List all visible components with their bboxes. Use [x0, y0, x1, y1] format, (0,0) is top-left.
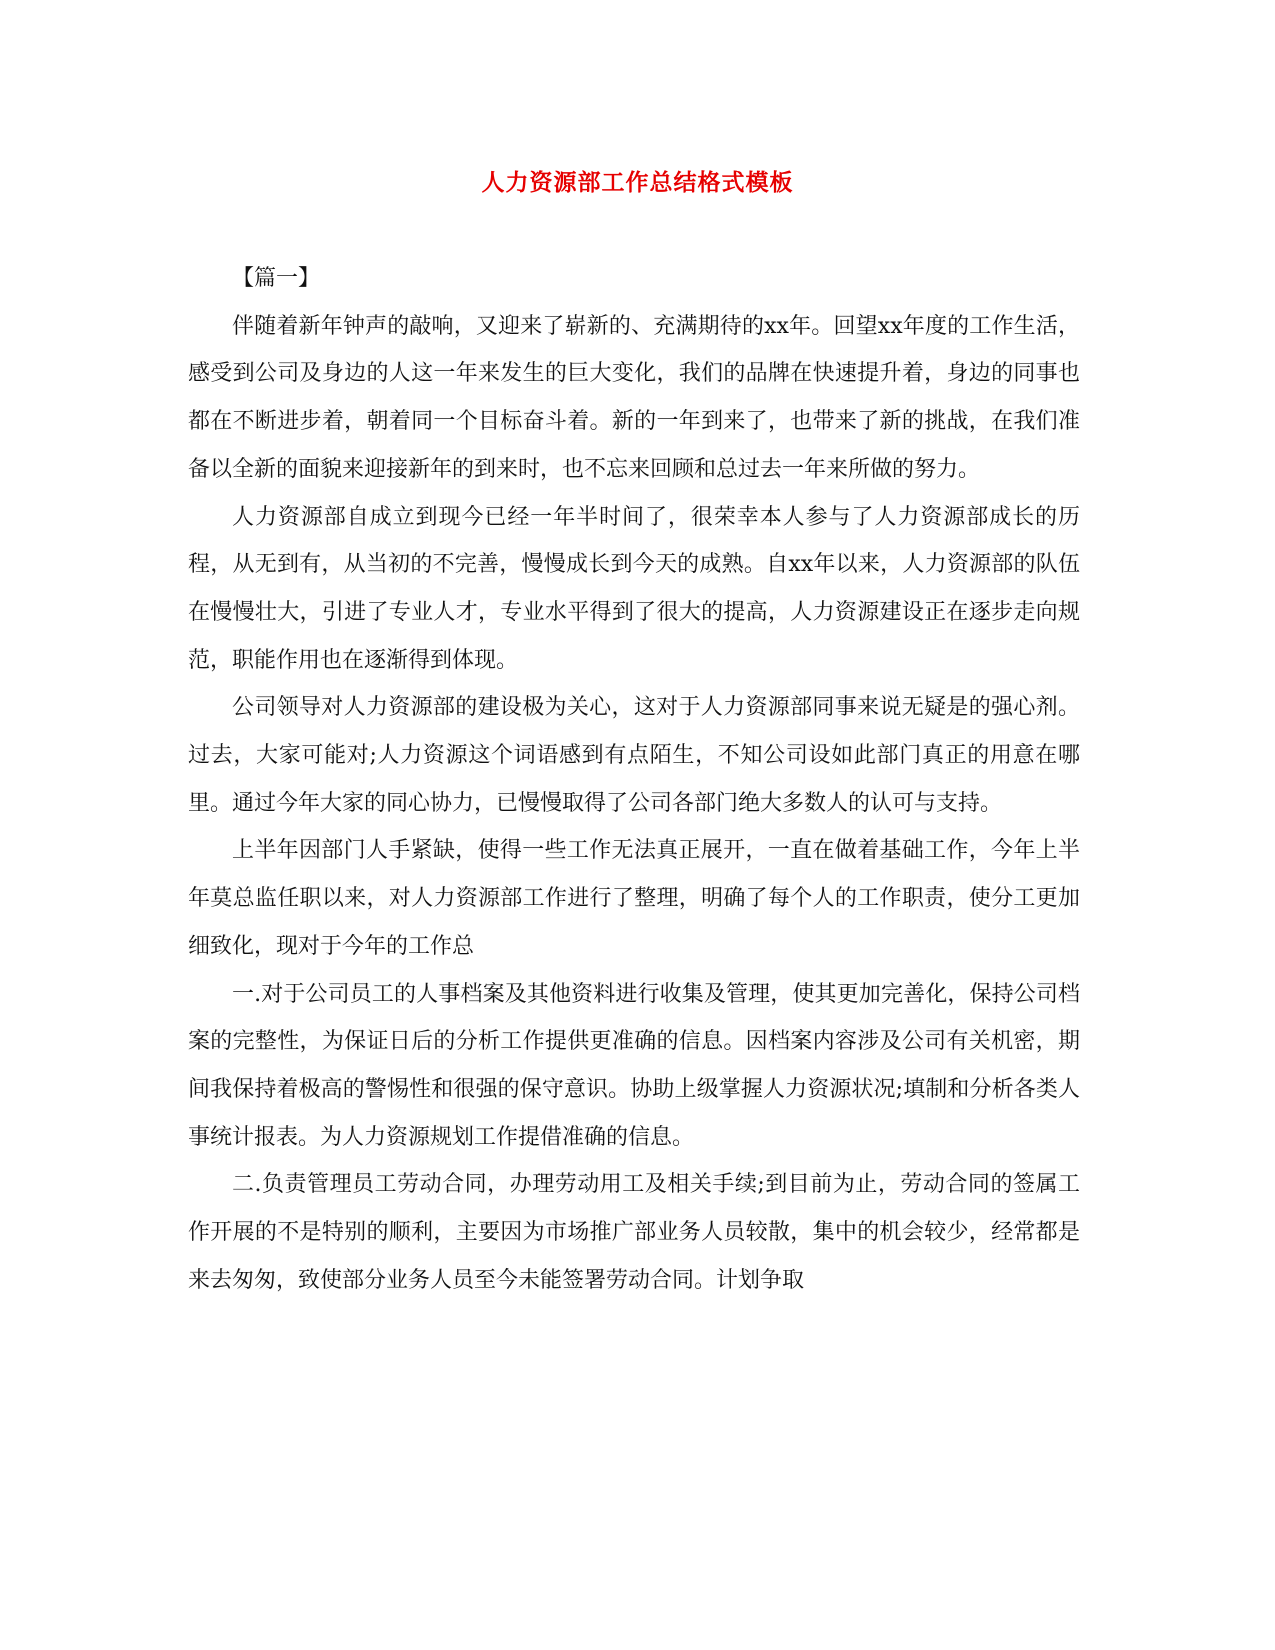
document-body	[188, 255, 1080, 1304]
paragraph-5: 一.对于公司员工的人事档案及其他资料进行收集及管理，使其更加完善化，保持公司档案的完整性，为保证日后的分析工作提供更准确的信息。因档案内容涉及公司有关机密，期间我保持着极高的警惕性和很强的保守意识。协助上级掌握人力资源状况;填制和分析各类人事统计报表。为人力资源规划工作提借准确的信息。	[188, 981, 1080, 1150]
paragraph-4: 上半年因部门人手紧缺，使得一些工作无法真正展开，一直在做着基础工作，今年上半年莫总监任职以来，对人力资源部工作进行了整理，明确了每个人的工作职责，使分工更加细致化，现对于今年的工作总	[188, 838, 1080, 959]
paragraph-6: 二.负责管理员工劳动合同，办理劳动用工及相关手续;到目前为止，劳动合同的签属工作开展的不是特别的顺利，主要因为市场推广部业务人员较散，集中的机会较少，经常都是来去匆匆，致使部分业务人员至今未能签署劳动合同。计划争取	[188, 1172, 1080, 1293]
paragraph-3: 公司领导对人力资源部的建设极为关心，这对于人力资源部同事来说无疑是的强心剂。过去，大家可能对;人力资源这个词语感到有点陌生，不知公司设如此部门真正的用意在哪里。通过今年大家的同心协力，已慢慢取得了公司各部门绝大多数人的认可与支持。	[188, 695, 1080, 816]
paragraph-2: 人力资源部自成立到现今已经一年半时间了，很荣幸本人参与了人力资源部成长的历程，从无到有，从当初的不完善，慢慢成长到今天的成熟。自xx年以来，人力资源部的队伍在慢慢壮大，引进了专业人才，专业水平得到了很大的提高，人力资源建设正在逐步走向规范，职能作用也在逐渐得到体现。	[188, 504, 1080, 673]
section-label: 【篇一】	[232, 266, 321, 291]
paragraph-1: 伴随着新年钟声的敲响，又迎来了崭新的、充满期待的xx年。回望xx年度的工作生活，感受到公司及身边的人这一年来发生的巨大变化，我们的品牌在快速提升着，身边的同事也都在不断进步着，朝着同一个目标奋斗着。新的一年到来了，也带来了新的挑战，在我们准备以全新的面貌来迎接新年的到来时，也不忘来回顾和总过去一年来所做的努力。	[188, 313, 1080, 482]
document-title: 人力资源部工作总结格式模板	[481, 169, 794, 196]
